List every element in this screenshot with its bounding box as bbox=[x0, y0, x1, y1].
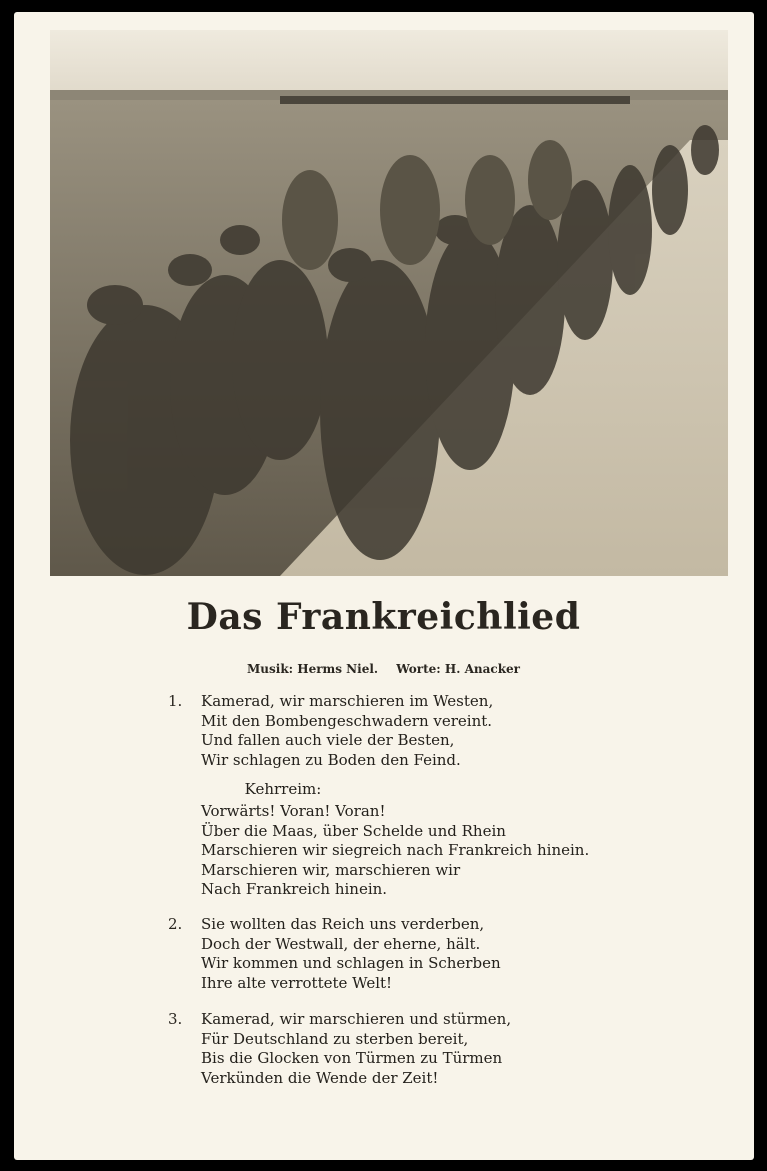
song-credits bbox=[0, 662, 767, 676]
refrain-line: Marschieren wir, marschieren wir bbox=[201, 860, 461, 879]
verse-1 bbox=[168, 692, 493, 770]
verse-2 bbox=[168, 915, 501, 993]
verse-line: Für Deutschland zu sterben bereit, bbox=[201, 1029, 469, 1048]
refrain bbox=[168, 802, 589, 900]
verse-line: Kamerad, wir marschieren und stürmen, bbox=[201, 1010, 512, 1028]
verse-line: Und fallen auch viele der Besten, bbox=[201, 731, 455, 749]
verse-line: Doch der Westwall, der eherne, hält. bbox=[201, 934, 481, 953]
refrain-heading: Kehrreim: bbox=[244, 780, 322, 798]
verse-line: Verkünden die Wende der Zeit! bbox=[201, 1068, 439, 1087]
verse-line: Kamerad, wir marschieren im Westen, bbox=[201, 692, 494, 710]
refrain-line: Marschieren wir siegreich nach Frankreich hinein. bbox=[201, 841, 590, 859]
song-title: Das Frankreichlied bbox=[186, 596, 581, 638]
verse-line: Wir schlagen zu Boden den Feind. bbox=[201, 750, 461, 769]
verse-number: 2. bbox=[168, 915, 183, 933]
refrain-line: Vorwärts! Voran! Voran! bbox=[201, 802, 386, 820]
verse-line: Sie wollten das Reich uns verderben, bbox=[201, 915, 485, 933]
verse-line: Ihre alte verrottete Welt! bbox=[201, 973, 393, 992]
refrain-line: Über die Maas, über Schelde und Rhein bbox=[201, 821, 506, 840]
verse-3 bbox=[168, 1010, 511, 1088]
verse-line: Wir kommen und schlagen in Scherben bbox=[201, 954, 501, 972]
verse-number: 3. bbox=[168, 1010, 183, 1028]
verse-number: 1. bbox=[168, 692, 183, 710]
soldiers-marching-photo bbox=[50, 30, 728, 576]
words-credit: Worte: H. Anacker bbox=[396, 662, 520, 676]
verse-line: Bis die Glocken von Türmen zu Türmen bbox=[201, 1049, 503, 1067]
verse-line: Mit den Bombengeschwadern vereint. bbox=[201, 711, 493, 730]
refrain-line: Nach Frankreich hinein. bbox=[201, 880, 388, 898]
music-credit: Musik: Herms Niel. bbox=[247, 662, 379, 676]
